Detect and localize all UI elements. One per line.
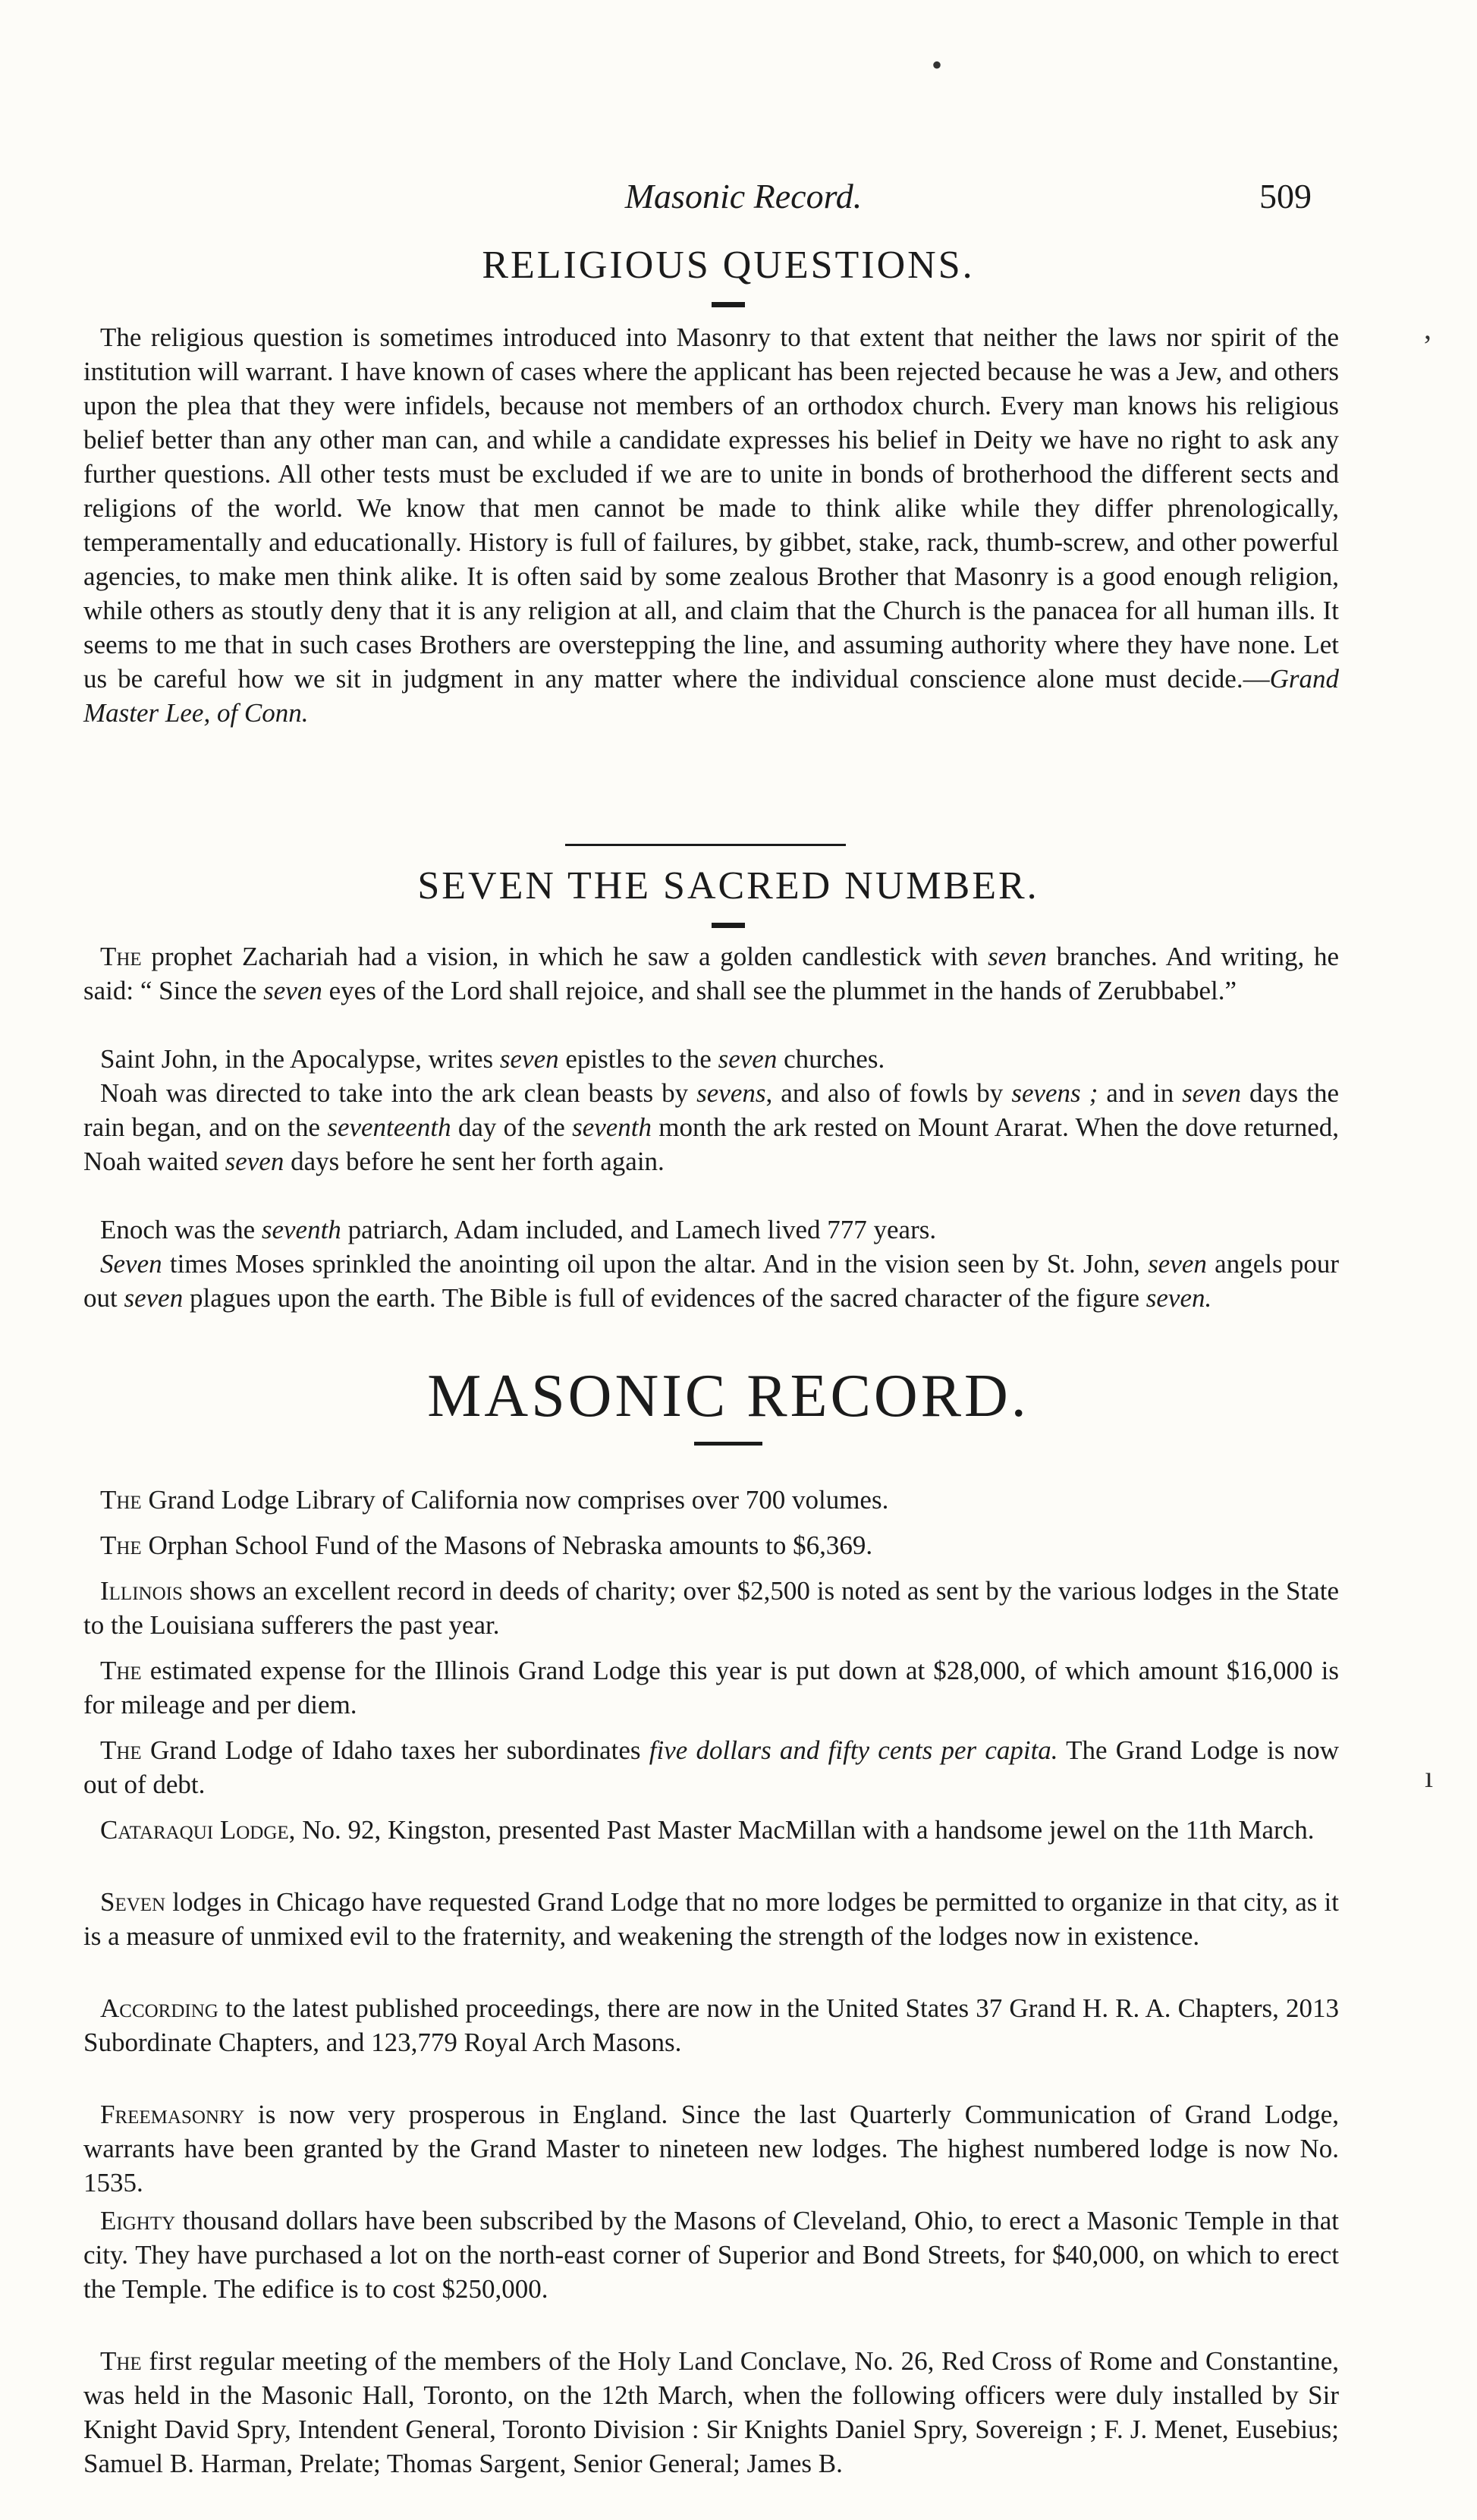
title-dash (712, 923, 745, 928)
religious-questions-attribution: Grand Master Lee, of Conn. (83, 664, 1339, 728)
section-title-seven-sacred-number: SEVEN THE SACRED NUMBER. (417, 864, 1039, 908)
seven-paragraph-2: Saint John, in the Apocalypse, writes seven epistles to the seven churches. (100, 1044, 885, 1074)
seven-paragraph-4: Enoch was the seventh patriarch, Adam included, and Lamech lived 777 years. (100, 1215, 937, 1244)
title-dash (694, 1442, 762, 1446)
record-item: According to the latest published proceedings, there are now in the United States 37 Grand H. R. A. Chapters, 2013 Subordinate Chapters, and 123,779 Royal Arch Masons. (83, 1993, 1339, 2057)
record-item: Eighty thousand dollars have been subscribed by the Masons of Cleveland, Ohio, to erect a Masonic Temple in that city. They have purchased a lot on the north-east corner of Superior and Bond Streets, for $40,000, on which to erect the Temple. The edifice is to cost $250,000. (83, 2206, 1339, 2304)
record-item: The Grand Lodge Library of California now comprises over 700 volumes. (100, 1485, 889, 1515)
religious-questions-body: The religious question is sometimes introduced into Masonry to that extent that neither the laws nor spirit of the institution will warrant. I have known of cases where the applicant has been rejected because he was a Jew, and others upon the plea that they were infidels, because not members of an orthodox church. Every man knows his religious belief better than any other man can, and while a candidate expresses his belief in Deity we have no right to ask any further questions. All other tests must be excluded if we are to unite in bonds of brotherhood the different sects and religions of the world. We know that men cannot be made to think alike while they differ phrenologically, temperamentally and educationally. History is full of failures, by gibbet, stake, rack, thumb-screw, and other powerful agencies, to make men think alike. It is often said by some zealous Brother that Masonry is a good enough religion, while others as stoutly deny that it is any religion at all, and claim that the Church is the panacea for all human ills. It seems to me that in such cases Brothers are overstepping the line, and assuming authority where they have none. Let us be careful how we sit in judgment in any matter where the individual conscience alone must decide.— (83, 322, 1339, 694)
record-item: Freemasonry is now very prosperous in England. Since the last Quarterly Communication of Grand Lodge, warrants have been granted by the Grand Master to nineteen new lodges. The highest numbered lodge is now No. 1535. (83, 2100, 1339, 2198)
section-divider (565, 844, 846, 846)
margin-mark: ’ (1422, 329, 1433, 363)
lead-word: The (100, 942, 142, 971)
record-item: Illinois shows an excellent record in deeds of charity; over $2,500 is noted as sent by the various lodges in the State to the Louisiana sufferers the past year. (83, 1576, 1339, 1640)
page-number: 509 (1259, 177, 1312, 216)
record-item: Cataraqui Lodge, No. 92, Kingston, presented Past Master MacMillan with a handsome jewel on the 11th March. (100, 1815, 1315, 1845)
running-title: Masonic Record. (624, 177, 863, 216)
seven-paragraph-5: Seven times Moses sprinkled the anointing oil upon the altar. And in the vision seen by St. John, seven angels pour out seven plagues upon the earth. The Bible is full of evidences of the sacred character of the figure seven. (83, 1249, 1339, 1313)
seven-paragraph-1: The prophet Zachariah had a vision, in which he saw a golden candlestick with seven branches. And writing, he said: “ Since the seven eyes of the Lord shall rejoice, and shall see the plummet in the hands of Zerubbabel.” (83, 942, 1340, 1005)
record-item: The Grand Lodge of Idaho taxes her subordinates five dollars and fifty cents per capita. The Grand Lodge is now out of debt. (83, 1735, 1339, 1799)
ink-speck: • (932, 48, 943, 82)
religious-questions-paragraph (83, 320, 1339, 730)
seven-paragraph-3: Noah was directed to take into the ark clean beasts by sevens, and also of fowls by sevens ; and in seven days the rain began, and on the seventeenth day of the seventh month the ark rested on Mount Ararat. When the dove returned, Noah waited seven days before he sent her forth again. (83, 1078, 1339, 1176)
margin-mark: ı (1425, 1760, 1434, 1794)
record-item: The Orphan School Fund of the Masons of Nebraska amounts to $6,369. (100, 1531, 873, 1560)
running-header (0, 176, 1477, 222)
record-item: The first regular meeting of the members of the Holy Land Conclave, No. 26, Red Cross of Rome and Constantine, was held in the Masonic Hall, Toronto, on the 12th March, when the following officers were duly installed by Sir Knight David Spry, Intendent General, Toronto Division : Sir Knights Daniel Spry, Sovereign ; F. J. Menet, Eusebius; Samuel B. Harman, Prelate; Thomas Sargent, Senior General; James B. (83, 2346, 1339, 2478)
record-item: Seven lodges in Chicago have requested Grand Lodge that no more lodges be permitted to organize in that city, as it is a measure of unmixed evil to the fraternity, and weakening the strength of the lodges now in existence. (83, 1887, 1339, 1951)
section-title-religious-questions: RELIGIOUS QUESTIONS. (482, 244, 975, 287)
title-dash (712, 302, 745, 307)
record-item: The estimated expense for the Illinois Grand Lodge this year is put down at $28,000, of which amount $16,000 is for mileage and per diem. (83, 1656, 1339, 1719)
section-title-masonic-record: MASONIC RECORD. (427, 1363, 1029, 1430)
